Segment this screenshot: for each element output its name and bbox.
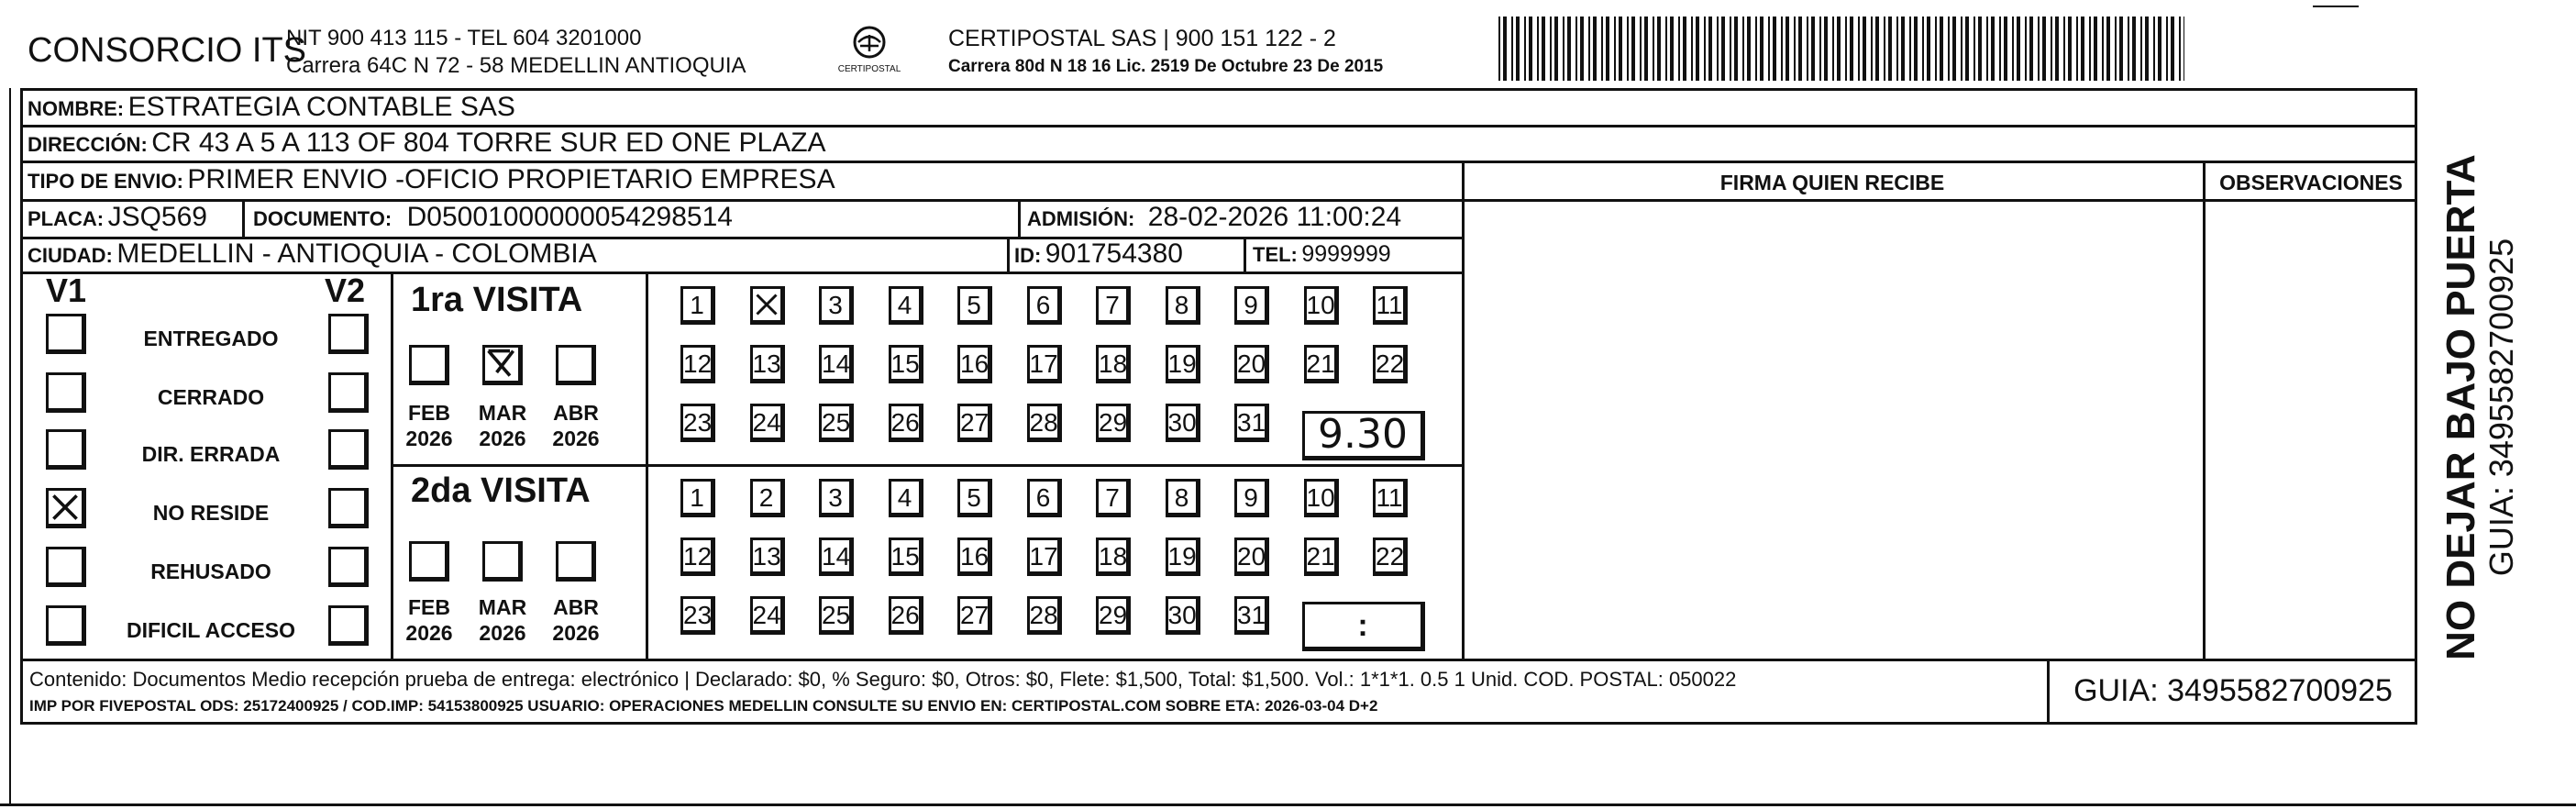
col-divider <box>1462 161 1465 660</box>
day-box[interactable]: 18 <box>1096 345 1131 383</box>
day-box[interactable]: 31 <box>1234 404 1269 442</box>
v2-checkbox[interactable] <box>328 547 369 587</box>
company-name: CONSORCIO ITS <box>28 31 307 70</box>
day-box[interactable]: 15 <box>889 537 923 576</box>
admision-value: 28-02-2026 11:00:24 <box>1147 202 1402 232</box>
month-name: ABR <box>553 401 599 425</box>
direccion-label: DIRECCIÓN: <box>28 133 148 156</box>
status-label: REHUSADO <box>150 560 271 583</box>
month-label <box>548 594 603 646</box>
day-box[interactable]: 11 <box>1373 286 1408 325</box>
status-label: ENTREGADO <box>143 327 279 350</box>
visit1-title: 1ra VISITA <box>411 281 583 319</box>
documento-value: D05001000000054298514 <box>406 202 733 232</box>
month-label <box>402 594 457 646</box>
ciudad-value: MEDELLIN - ANTIOQUIA - COLOMBIA <box>116 238 597 269</box>
nombre-row <box>28 92 515 123</box>
row-divider <box>20 161 2417 163</box>
v2-checkbox[interactable] <box>328 372 369 413</box>
month-label <box>475 400 530 451</box>
company-nit: NIT 900 413 115 - TEL 604 3201000 <box>286 26 642 50</box>
month-label <box>548 400 603 451</box>
row-divider <box>20 272 1464 274</box>
ciudad-row <box>28 238 597 270</box>
id-value: 901754380 <box>1045 238 1183 269</box>
footer-divider <box>20 659 2417 661</box>
day-box[interactable]: 3 <box>819 286 854 325</box>
day-box[interactable]: 27 <box>957 596 992 635</box>
day-box[interactable]: 8 <box>1166 286 1200 325</box>
tipo-envio-row <box>28 164 835 195</box>
certipostal-logo-icon <box>824 24 915 81</box>
day-box[interactable]: 7 <box>1096 286 1131 325</box>
v1-checkbox[interactable] <box>46 547 86 587</box>
day-box[interactable]: 19 <box>1166 537 1200 576</box>
day-box[interactable]: 26 <box>889 596 923 635</box>
month-name: MAR <box>478 595 527 619</box>
month-year: 2026 <box>479 621 526 645</box>
documento-cell <box>253 202 733 233</box>
day-box[interactable]: 26 <box>889 404 923 442</box>
day-box[interactable]: 23 <box>680 596 715 635</box>
nombre-label: NOMBRE: <box>28 97 125 120</box>
month-year: 2026 <box>552 427 600 450</box>
page-bottom-edge <box>0 803 2576 806</box>
month-name: ABR <box>553 595 599 619</box>
direccion-value: CR 43 A 5 A 113 OF 804 TORRE SUR ED ONE PLAZA <box>151 127 826 158</box>
day-box[interactable]: 17 <box>1027 345 1062 383</box>
placa-cell <box>28 202 207 233</box>
day-box[interactable]: 21 <box>1304 345 1339 383</box>
admision-cell <box>1027 202 1401 233</box>
side-warning: NO DEJAR BAJO PUERTA <box>2438 154 2483 660</box>
day-box[interactable]: 23 <box>680 404 715 442</box>
v1-checkbox[interactable] <box>46 314 86 354</box>
day-box[interactable]: 18 <box>1096 537 1131 576</box>
day-box[interactable]: 19 <box>1166 345 1200 383</box>
carrier-license: Carrera 80d N 18 16 Lic. 2519 De Octubre 23 De 2015 <box>948 57 1384 76</box>
tel-value: 9999999 <box>1301 241 1391 267</box>
day-box[interactable]: 24 <box>750 404 785 442</box>
page-left-edge <box>9 88 11 805</box>
day-box[interactable]: 22 <box>1373 345 1408 383</box>
month-year: 2026 <box>479 427 526 450</box>
day-box[interactable]: 29 <box>1096 596 1131 635</box>
day-box[interactable]: 29 <box>1096 404 1131 442</box>
month-label <box>402 400 457 451</box>
month-name: FEB <box>408 401 450 425</box>
v1-checkbox[interactable] <box>46 372 86 413</box>
v1-checkbox[interactable] <box>46 488 86 528</box>
v1-checkbox[interactable] <box>46 429 86 470</box>
logo-text: CERTIPOSTAL <box>837 64 901 74</box>
day-box[interactable]: 13 <box>750 537 785 576</box>
day-box[interactable]: 7 <box>1096 479 1131 517</box>
v2-label: V2 <box>325 272 366 309</box>
day-box[interactable]: 12 <box>680 345 715 383</box>
day-box[interactable]: 9 <box>1234 479 1269 517</box>
top-mark <box>2313 6 2359 7</box>
day-box[interactable]: 24 <box>750 596 785 635</box>
side-guia: GUIA: 3495582700925 <box>2482 238 2520 577</box>
firma-label: FIRMA QUIEN RECIBE <box>1719 171 1945 194</box>
month-checkbox[interactable] <box>482 345 523 385</box>
month-label <box>475 594 530 646</box>
nombre-value: ESTRATEGIA CONTABLE SAS <box>127 92 515 122</box>
ciudad-label: CIUDAD: <box>28 244 113 267</box>
month-name: MAR <box>478 401 527 425</box>
v2-checkbox[interactable] <box>328 314 369 354</box>
day-box[interactable]: 1 <box>680 479 715 517</box>
day-box[interactable]: 14 <box>819 345 854 383</box>
v1-label: V1 <box>46 272 87 309</box>
cell-divider <box>1018 199 1021 237</box>
month-year: 2026 <box>552 621 600 645</box>
observaciones-label: OBSERVACIONES <box>2219 171 2403 194</box>
day-box[interactable]: 28 <box>1027 404 1062 442</box>
company-address: Carrera 64C N 72 - 58 MEDELLIN ANTIOQUIA <box>286 53 746 78</box>
month-checkbox[interactable] <box>556 541 596 582</box>
tel-label: TEL: <box>1253 243 1298 266</box>
status-label: DIR. ERRADA <box>141 442 281 466</box>
visit1-time: 9.30 <box>1318 411 1408 458</box>
day-box[interactable]: 14 <box>819 537 854 576</box>
day-box[interactable]: 5 <box>957 286 992 325</box>
status-label: CERRADO <box>157 385 265 409</box>
v2-checkbox[interactable] <box>328 429 369 470</box>
row-divider <box>1462 200 2417 202</box>
month-checkbox[interactable] <box>409 541 449 582</box>
month-checkbox[interactable] <box>409 345 449 385</box>
barcode-icon <box>1498 17 2184 81</box>
month-checkbox[interactable] <box>482 541 523 582</box>
day-box[interactable] <box>750 286 785 325</box>
day-box[interactable]: 30 <box>1166 404 1200 442</box>
day-box[interactable]: 20 <box>1234 345 1269 383</box>
day-box[interactable]: 17 <box>1027 537 1062 576</box>
month-checkbox[interactable] <box>556 345 596 385</box>
day-box[interactable]: 5 <box>957 479 992 517</box>
documento-label: DOCUMENTO: <box>253 207 392 230</box>
day-box[interactable]: 6 <box>1027 479 1062 517</box>
day-box[interactable]: 21 <box>1304 537 1339 576</box>
day-box[interactable]: 16 <box>957 537 992 576</box>
day-box[interactable]: 6 <box>1027 286 1062 325</box>
day-box[interactable]: 10 <box>1304 286 1339 325</box>
day-box[interactable]: 16 <box>957 345 992 383</box>
id-cell <box>1014 238 1183 270</box>
month-year: 2026 <box>405 427 453 450</box>
tipo-envio-label: TIPO DE ENVIO: <box>28 170 183 193</box>
day-box[interactable]: 3 <box>819 479 854 517</box>
direccion-row <box>28 127 826 159</box>
cell-divider <box>1007 237 1010 272</box>
tel-cell <box>1253 241 1391 268</box>
footer-content: Contenido: Documentos Medio recepción prueba de entrega: electrónico | Declarado: $0, % Seguro: $0, Otros: $0, Flete: $1,500, Total: $1,500. Vol.: 1*1*1. 0.5 1 Unid. COD. POSTAL: 050022 <box>29 668 1737 691</box>
v2-checkbox[interactable] <box>328 605 369 646</box>
day-box[interactable]: 4 <box>889 479 923 517</box>
day-box[interactable]: 28 <box>1027 596 1062 635</box>
visit2-title: 2da VISITA <box>411 471 591 510</box>
day-box[interactable]: 4 <box>889 286 923 325</box>
cell-divider <box>1244 237 1246 272</box>
day-box[interactable]: 1 <box>680 286 715 325</box>
day-box[interactable]: 11 <box>1373 479 1408 517</box>
day-box[interactable]: 9 <box>1234 286 1269 325</box>
day-box[interactable]: 8 <box>1166 479 1200 517</box>
visit1-time-box <box>1302 411 1425 460</box>
status-label: NO RESIDE <box>152 501 270 525</box>
cell-divider <box>242 199 245 237</box>
day-box[interactable]: 25 <box>819 596 854 635</box>
col-divider <box>2203 161 2206 660</box>
footer-print-info: IMP POR FIVEPOSTAL ODS: 25172400925 / COD.IMP: 54153800925 USUARIO: OPERACIONES MEDELLIN CONSULTE SU ENVIO EN: CERTIPOSTAL.COM SOBRE ETA: 2026-03-04 D+2 <box>29 697 1378 715</box>
visit2-time-box <box>1302 602 1425 651</box>
day-box[interactable]: 2 <box>750 479 785 517</box>
day-box[interactable]: 20 <box>1234 537 1269 576</box>
visit2-time: : <box>1357 608 1368 643</box>
status-label: DIFICIL ACCESO <box>126 618 295 642</box>
day-box[interactable]: 13 <box>750 345 785 383</box>
day-box[interactable]: 27 <box>957 404 992 442</box>
placa-label: PLACA: <box>28 207 105 230</box>
id-label: ID: <box>1014 244 1042 267</box>
v2-checkbox[interactable] <box>328 488 369 528</box>
tipo-envio-value: PRIMER ENVIO -OFICIO PROPIETARIO EMPRESA <box>187 164 835 194</box>
day-box[interactable]: 15 <box>889 345 923 383</box>
admision-label: ADMISIÓN: <box>1027 207 1135 230</box>
v1-checkbox[interactable] <box>46 605 86 646</box>
day-box[interactable]: 25 <box>819 404 854 442</box>
month-name: FEB <box>408 595 450 619</box>
placa-value: JSQ569 <box>107 202 207 232</box>
footer-guia: GUIA: 3495582700925 <box>2073 673 2393 708</box>
day-box[interactable]: 10 <box>1304 479 1339 517</box>
day-box[interactable]: 30 <box>1166 596 1200 635</box>
day-box[interactable]: 22 <box>1373 537 1408 576</box>
day-box[interactable]: 12 <box>680 537 715 576</box>
carrier-name: CERTIPOSTAL SAS | 900 151 122 - 2 <box>948 26 1336 51</box>
month-year: 2026 <box>405 621 453 645</box>
visit-divider <box>391 464 1464 467</box>
day-box[interactable]: 31 <box>1234 596 1269 635</box>
